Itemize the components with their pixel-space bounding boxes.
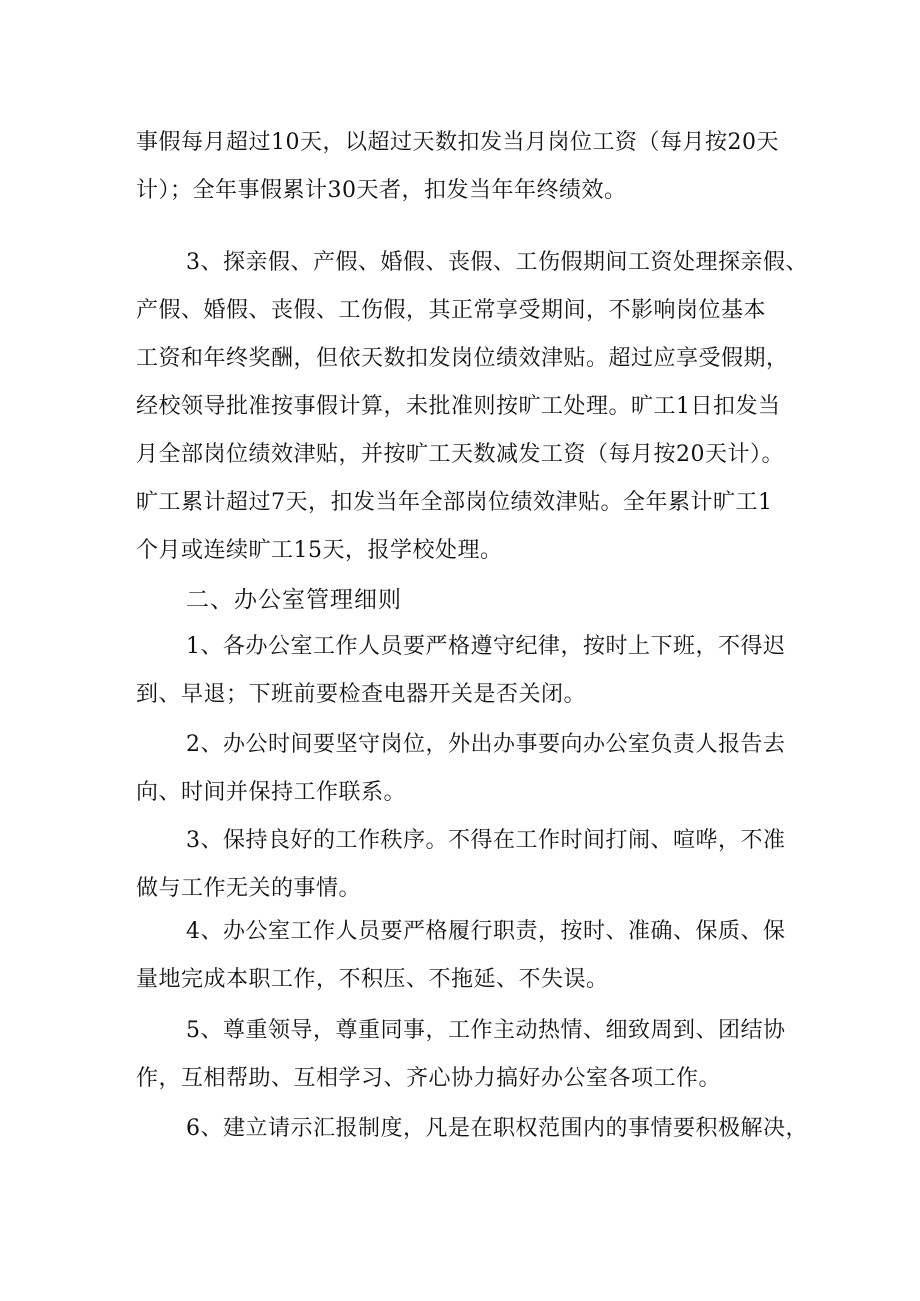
paragraph-line: 到、早退；下班前要检查电器开关是否关闭。 [136, 682, 587, 707]
paragraph-line: 量地完成本职工作，不积压、不拖延、不失误。 [136, 967, 609, 992]
paragraph-line: 个月或连续旷工15天，报学校处理。 [136, 538, 503, 563]
paragraph-line: 月全部岗位绩效津贴，并按旷工天数减发工资（每月按20天计）。 [136, 442, 784, 467]
paragraph-line: 经校领导批准按事假计算，未批准则按旷工处理。旷工1日扣发当 [136, 394, 781, 419]
paragraph-line: 事假每月超过10天，以超过天数扣发当月岗位工资（每月按20天 [136, 130, 779, 155]
paragraph-line: 向、时间并保持工作联系。 [136, 780, 407, 805]
paragraph-line: 3、探亲假、产假、婚假、丧假、工伤假期间工资处理探亲假、 [186, 250, 808, 275]
paragraph-line: 作，互相帮助、互相学习、齐心协力搞好办公室各项工作。 [136, 1066, 722, 1091]
paragraph-line: 2、办公时间要坚守岗位，外出办事要向办公室负责人报告去 [186, 732, 786, 757]
paragraph-line: 3、保持良好的工作秩序。不得在工作时间打闹、喧哗，不准 [186, 828, 786, 853]
paragraph-line: 工资和年终奖酬，但依天数扣发岗位绩效津贴。超过应享受假期， [136, 346, 789, 371]
paragraph-line: 做与工作无关的事情。 [136, 876, 362, 901]
paragraph-line: 1、各办公室工作人员要严格遵守纪律，按时上下班，不得迟 [186, 634, 786, 659]
paragraph-line: 5、尊重领导，尊重同事，工作主动热情、细致周到、团结协 [186, 1018, 786, 1043]
paragraph-line: 4、办公室工作人员要严格履行职责，按时、准确、保质、保 [186, 919, 786, 944]
section-heading: 二、办公室管理细则 [186, 587, 402, 613]
paragraph-line: 产假、婚假、丧假、工伤假，其正常享受期间，不影响岗位基本 [136, 298, 767, 323]
paragraph-line: 旷工累计超过7天，扣发当年全部岗位绩效津贴。全年累计旷工1 [136, 490, 773, 515]
paragraph-line: 计）；全年事假累计30天者，扣发当年年终绩效。 [136, 178, 627, 203]
paragraph-line: 6、建立请示汇报制度，凡是在职权范围内的事情要积极解决， [186, 1116, 808, 1141]
